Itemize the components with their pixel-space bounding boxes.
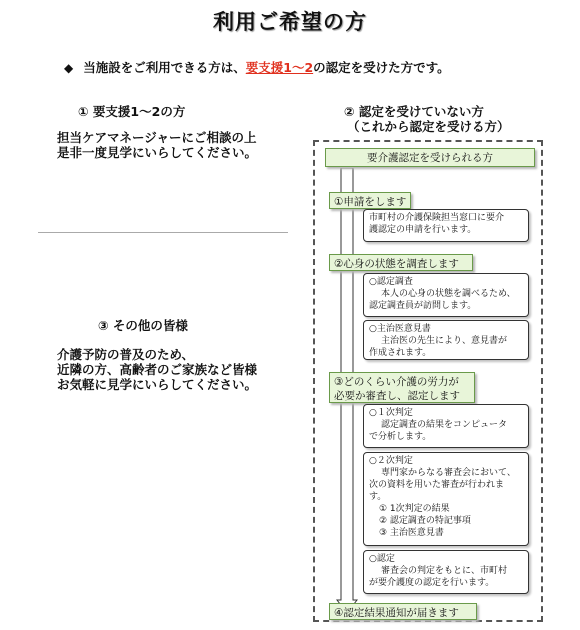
flow-step3-note-a — [363, 404, 529, 448]
note-line: ○２次判定 — [369, 456, 413, 466]
note-line: 護認定の申請を行います。 — [369, 225, 477, 235]
flow-step3-note-c — [363, 550, 529, 594]
note-line: 次の資料を用いた審査が行われま — [369, 480, 505, 490]
flow-step2-note-b — [363, 320, 529, 360]
note-line: ○認定調査 — [369, 277, 413, 287]
section1-line: 是非一度見学にいらしてください。 — [57, 145, 258, 160]
note-line: ③ 主治医意見書 — [379, 528, 444, 538]
intro-suffix: の認定を受けた方です。 — [313, 60, 450, 75]
section1-text — [57, 130, 257, 160]
step3-label-line: 必要か審査し、認定します — [334, 390, 460, 402]
section-divider — [38, 232, 288, 233]
note-line: す。 — [369, 492, 387, 502]
flow-step1-note — [363, 209, 529, 242]
note-line: 審査会の判定をもとに、市町村 — [381, 566, 508, 576]
note-line: ○認定 — [369, 554, 395, 564]
section3-text — [57, 347, 257, 392]
note-line: 主治医の先生により、意見書が — [381, 336, 508, 346]
note-line: ○主治医意見書 — [369, 324, 431, 334]
section3-heading: ③ その他の皆様 — [98, 318, 188, 333]
step3-label-line: ③どのくらい介護の労力が — [334, 376, 459, 388]
note-line: 認定調査の結果をコンピュータ — [381, 420, 508, 430]
flow-step3-label — [329, 372, 475, 403]
note-line: 作成されます。 — [369, 348, 432, 358]
flow-top-box: 要介護認定を受けられる方 — [325, 148, 535, 167]
note-line: 市町村の介護保険担当窓口に要介 — [369, 213, 505, 223]
note-line: 認定調査員が訪問します。 — [369, 301, 477, 311]
note-line: 専門家からなる審査会において、 — [381, 468, 516, 478]
note-line: ○１次判定 — [369, 408, 413, 418]
note-line: ① 1次判定の結果 — [379, 504, 450, 514]
page-title: 利用ご希望の方 — [213, 10, 367, 34]
flow-step1-label: ①申請をします — [329, 192, 411, 209]
section1-heading: ① 要支援1～2の方 — [78, 104, 186, 119]
note-line: で分析します。 — [369, 432, 432, 442]
diamond-bullet-icon: ◆ — [64, 61, 74, 75]
intro-prefix: 当施設をご利用できる方は、 — [83, 60, 246, 75]
flow-step4-label: ④認定結果通知が届きます — [329, 603, 477, 620]
note-line: 本人の心身の状態を調べるため、 — [381, 289, 516, 299]
section3-line: 近隣の方、高齢者のご家族など皆様 — [57, 362, 258, 377]
section2-heading: ② 認定を受けていない方 — [344, 104, 484, 119]
flow-step3-note-b — [363, 452, 529, 546]
flow-step2-note-a — [363, 273, 529, 317]
intro-line — [64, 58, 450, 76]
flow-step2-label: ②心身の状態を調査します — [329, 254, 473, 271]
note-line: が要介護度の認定を行います。 — [369, 578, 495, 588]
section3-line: 介護予防の普及のため、 — [57, 347, 195, 362]
intro-highlight: 要支援1～2 — [245, 60, 314, 75]
section3-line: お気軽に見学にいらしてください。 — [57, 377, 258, 392]
section2-subheading: （これから認定を受ける方） — [347, 119, 510, 134]
section1-line: 担当ケアマネージャーにご相談の上 — [57, 130, 257, 145]
note-line: ② 認定調査の特記事項 — [379, 516, 471, 526]
